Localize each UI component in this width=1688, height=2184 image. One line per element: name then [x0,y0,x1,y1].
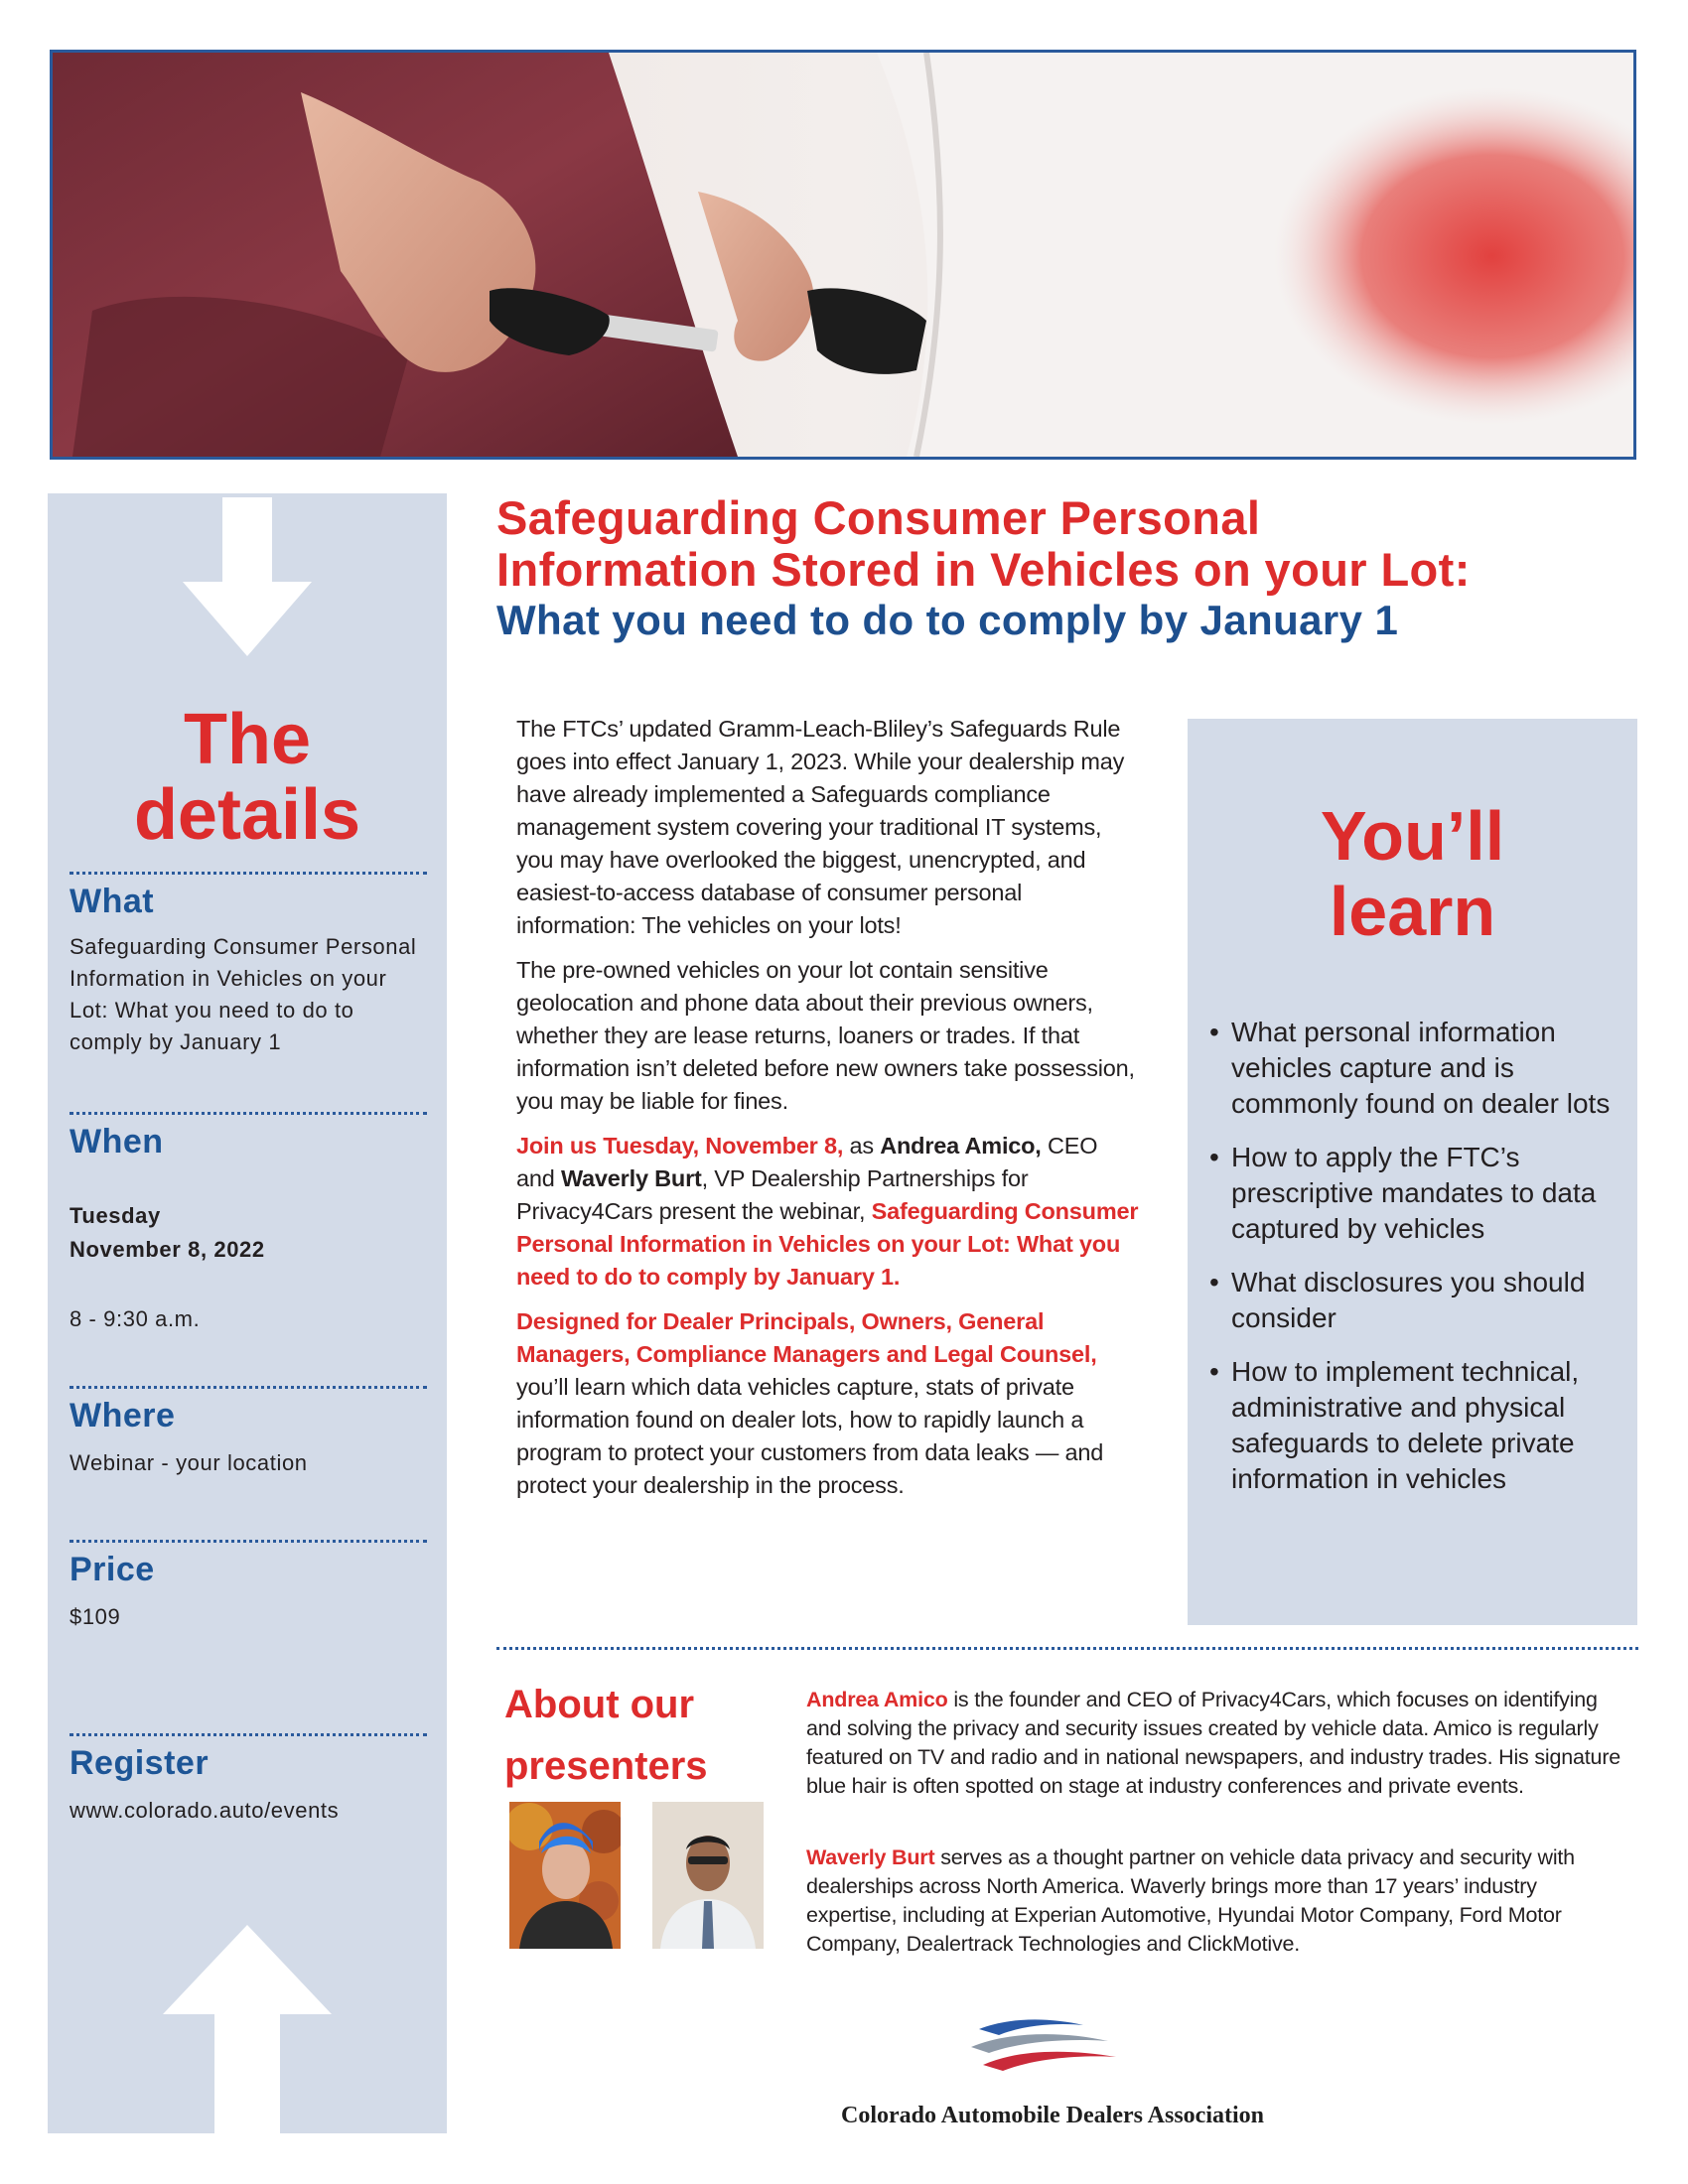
what-heading: What [70,883,155,920]
body-paragraph-4: Designed for Dealer Principals, Owners, General Managers, Compliance Managers and Legal Counsel, you’ll learn which data vehicles capture, stats of private information found on dealer lots, how to rapidly launch a program to protect your customers from data leaks — and protect your dealership in the process. [516,1308,1104,1498]
divider [70,872,427,875]
register-heading: Register [70,1744,210,1782]
divider [70,1386,427,1389]
learn-title: You’ll learn [1320,797,1505,950]
hero-illustration [53,53,1633,457]
where-heading: Where [70,1397,176,1434]
when-date: November 8, 2022 [70,1237,265,1262]
waverly-bio: Waverly Burt serves as a thought partner on vehicle data privacy and security with dealerships across North America. Waverly brings more than 17 years’ industry expertise, including at Experian Automotive, Hyundai Motor Company, Ford Motor Company, Dealertrack Technologies and ClickMotive. [806,1845,1575,1956]
body-text [516,713,1142,1514]
arrow-down-icon [48,497,447,656]
andrea-bio: Andrea Amico is the founder and CEO of Privacy4Cars, which focuses on identifying and solving the privacy and security issues created by vehicle data. Amico is regularly featured on TV and radio and in national newspapers, and industry trades. His signature blue hair is often spotted on stage at industry conferences and private events. [806,1688,1621,1798]
headline-subtitle: What you need to do to comply by January 1 [496,597,1399,643]
learn-item: • What disclosures you should consider [1209,1265,1626,1336]
headline [496,492,1638,645]
when-day: Tuesday [70,1203,161,1228]
learn-box [1188,719,1637,1625]
learn-item: • How to implement technical, administrative and physical safeguards to delete private information in vehicles [1209,1354,1626,1497]
divider [70,1733,427,1736]
headline-line1: Safeguarding Consumer Personal [496,491,1261,544]
section-divider [496,1647,1638,1650]
when-time: 8 - 9:30 a.m. [70,1306,201,1331]
register-link[interactable]: www.colorado.auto/events [70,1798,340,1823]
organization-name: Colorado Automobile Dealers Association [841,2103,1264,2128]
what-text: Safeguarding Consumer Personal Information in Vehicles on your Lot: What you need to do to comply by January 1 [70,934,417,1054]
when-heading: When [70,1123,164,1160]
headline-line2: Information Stored in Vehicles on your Lot: [496,543,1471,596]
learn-item: • What personal information vehicles capture and is commonly found on dealer lots [1209,1015,1626,1122]
divider [70,1540,427,1543]
price-text: $109 [70,1604,121,1629]
andrea-amico-photo [509,1802,621,1949]
body-paragraph-2: The pre-owned vehicles on your lot contain sensitive geolocation and phone data about their previous owners, whether they are lease returns, loaners or trades. If that information isn’t deleted before new owners take possession, you may be liable for fines. [516,957,1135,1114]
hero-photo [50,50,1636,460]
where-text: Webinar - your location [70,1450,308,1475]
divider [70,1112,427,1115]
body-paragraph-3: Join us Tuesday, November 8, as Andrea Amico, CEO and Waverly Burt, VP Dealership Partnerships for Privacy4Cars present the webinar, Safeguarding Consumer Personal Information in Vehicles on your Lot: What you need to do to comply by January 1. [516,1133,1139,1290]
arrow-up-icon [48,1925,447,2133]
body-paragraph-1: The FTCs’ updated Gramm-Leach-Bliley’s Safeguards Rule goes into effect January 1, 2023. While your dealership may have already implemented a Safeguards compliance management system covering your traditional IT systems, you may have overlooked the biggest, unencrypted, and easiest-to-access database of consumer personal information: The vehicles on your lots! [516,716,1125,938]
cada-logo-icon [969,2015,1118,2071]
details-title: The details [133,700,361,855]
presenters-title: About our presenters [504,1683,708,1788]
details-sidebar [48,493,447,2133]
price-heading: Price [70,1551,155,1588]
learn-item: • How to apply the FTC’s prescriptive mandates to data captured by vehicles [1209,1140,1626,1247]
learn-list [1209,1015,1626,1515]
waverly-burt-photo [652,1802,764,1949]
